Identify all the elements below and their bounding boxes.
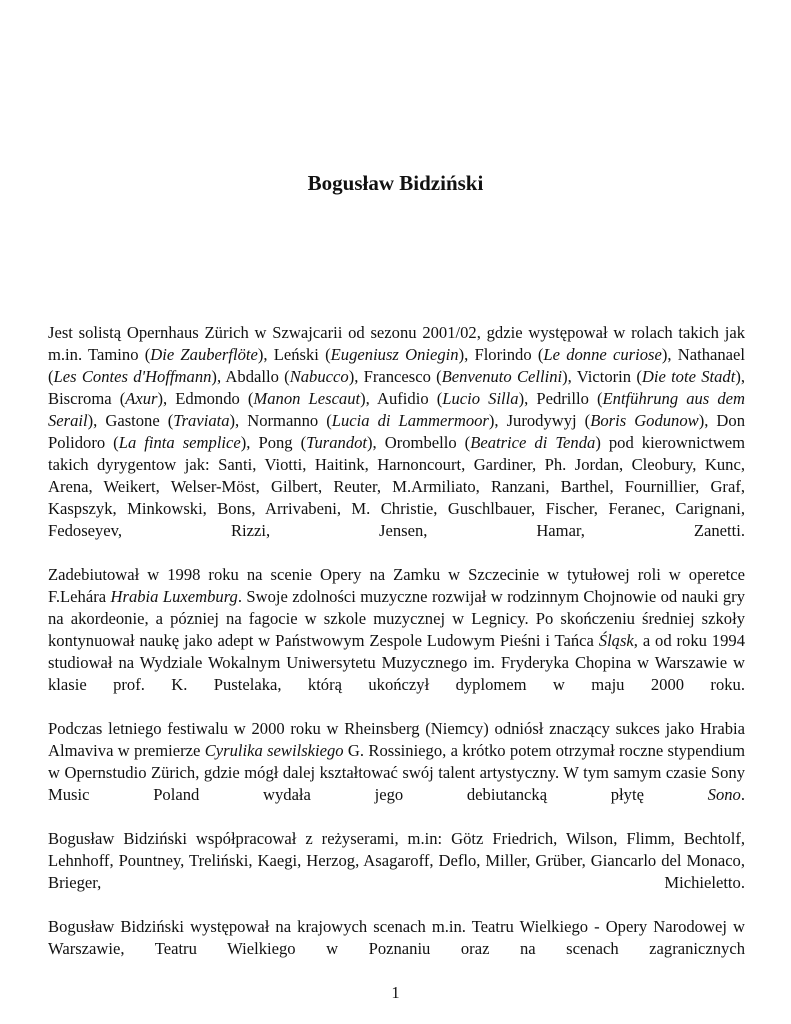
paragraph bbox=[48, 322, 745, 542]
italic-title-text: Axur bbox=[125, 389, 158, 408]
italic-title-text: Sono bbox=[707, 785, 741, 804]
paragraph-text: Jest solistą Opernhaus Zürich w Szwajcarii od sezonu 2001/02, gdzie występował w rolach takich jak m.in. Tamino ( bbox=[48, 323, 745, 364]
paragraph-text: ), Pedrillo ( bbox=[518, 389, 603, 408]
paragraph-text: . Swoje zdolności muzyczne rozwijał w rodzinnym Chojnowie od nauki gry na akordeonie, a pózniej na fagocie w szkole muzycznej w Legnicy. Po skończeniu średniej szkoły kontynuował naukę jako adept w Państwowym Zespole Ludowym Pieśni i Tańca bbox=[48, 587, 746, 650]
paragraph-text: ), Don Polidoro ( bbox=[48, 411, 746, 452]
document-title: Bogusław Bidziński bbox=[307, 171, 484, 195]
paragraph-text: G. Rossiniego, a krótko potem otrzymał roczne stypendium w Opernstudio Zürich, gdzie mógł dalej kształtować swój talent artystyczny. W tym samym czasie Sony Music Poland wydała jego debiutancką płytę bbox=[48, 741, 745, 804]
italic-title-text: Cyrulika sewilskiego bbox=[204, 741, 344, 760]
paragraph-text: ), Aufidio ( bbox=[360, 389, 443, 408]
paragraph-text: ), Leński ( bbox=[257, 345, 331, 364]
italic-title-text: Beatrice di Tenda bbox=[470, 433, 596, 452]
italic-title-text: Boris Godunow bbox=[590, 411, 699, 430]
paragraph-text: ), Biscroma ( bbox=[48, 367, 746, 408]
paragraph-text: ), Florindo ( bbox=[458, 345, 544, 364]
paragraph-text: ), Normanno ( bbox=[229, 411, 332, 430]
document-body bbox=[48, 322, 745, 982]
paragraph-text: Zadebiutował w 1998 roku na scenie Opery na Zamku w Szczecinie w tytułowej roli w operetce F.Lehára bbox=[48, 565, 745, 606]
paragraph-text: ), Orombello ( bbox=[367, 433, 471, 452]
page-number: 1 bbox=[391, 983, 400, 1002]
paragraph bbox=[48, 718, 745, 806]
italic-title-text: Traviata bbox=[173, 411, 230, 430]
paragraph-text: ), Victorin ( bbox=[562, 367, 642, 386]
italic-title-text: Entführung aus dem Serail bbox=[48, 389, 745, 430]
paragraph bbox=[48, 916, 745, 960]
italic-title-text: Manon Lescaut bbox=[253, 389, 361, 408]
italic-title-text: Die tote Stadt bbox=[641, 367, 736, 386]
italic-title-text: Lucio Silla bbox=[442, 389, 519, 408]
paragraph-text: Podczas letniego festiwalu w 2000 roku w Rheinsberg (Niemcy) odniósł znaczący sukces jako Hrabia Almaviva w premierze bbox=[48, 719, 745, 760]
paragraph-text: Bogusław Bidziński współpracował z reżyserami, m.in: Götz Friedrich, Wilson, Flimm, Bechtolf, Lehnhoff, Pountney, Treliński, Kaegi, Herzog, Asagaroff, Deflo, Miller, Grüber, Giancarlo del Monaco, Brieger, Michieletto. bbox=[48, 829, 745, 892]
paragraph-text: ), Nathanael ( bbox=[48, 345, 745, 386]
italic-title-text: La finta semplice bbox=[118, 433, 241, 452]
italic-title-text: Lucia di Lammermoor bbox=[331, 411, 489, 430]
paragraph bbox=[48, 564, 745, 696]
paragraph-text: ), Gastone ( bbox=[87, 411, 174, 430]
italic-title-text: Les Contes d'Hoffmann bbox=[53, 367, 212, 386]
italic-title-text: Nabucco bbox=[289, 367, 349, 386]
paragraph-text: ), Francesco ( bbox=[348, 367, 442, 386]
paragraph bbox=[48, 828, 745, 894]
paragraph-text: ), Abdallo ( bbox=[211, 367, 290, 386]
paragraph-text: , a od roku 1994 studiował na Wydziale Wokalnym Uniwersytetu Muzycznego im. Fryderyka Chopina w Warszawie w klasie prof. K. Pustelaka, którą ukończył dyplomem w maju 2000 roku. bbox=[48, 631, 745, 694]
paragraph-text: Bogusław Bidziński występował na krajowych scenach m.in. Teatru Wielkiego - Opery Narodowej w Warszawie, Teatru Wielkiego w Poznaniu oraz na scenach zagranicznych bbox=[48, 917, 745, 958]
italic-title-text: Le donne curiose bbox=[543, 345, 662, 364]
italic-title-text: Eugeniusz Oniegin bbox=[330, 345, 459, 364]
paragraph-text: . bbox=[740, 785, 745, 804]
italic-title-text: Śląsk bbox=[598, 631, 634, 650]
paragraph-text: ), Jurodywyj ( bbox=[488, 411, 591, 430]
italic-title-text: Hrabia Luxemburg bbox=[110, 587, 238, 606]
paragraph-text: ), Pong ( bbox=[240, 433, 307, 452]
paragraph-text: ) pod kierownictwem takich dyrygentow jak: Santi, Viotti, Haitink, Harnoncourt, Gardiner, Ph. Jordan, Cleobury, Kunc, Arena, Weikert, Welser-Möst, Gilbert, Reuter, M.Armiliato, Ranzani, Barthel, Fournillier, Graf, Kaspszyk, Minkowski, Bons, Arrivabeni, M. Christie, Guschlbauer, Fischer, Feranec, Carignani, Fedoseyev, Rizzi, Jensen, Hamar, Zanetti. bbox=[48, 433, 745, 540]
italic-title-text: Benvenuto Cellini bbox=[441, 367, 563, 386]
italic-title-text: Turandot bbox=[306, 433, 368, 452]
italic-title-text: Die Zauberflöte bbox=[150, 345, 258, 364]
paragraph-text: ), Edmondo ( bbox=[157, 389, 254, 408]
